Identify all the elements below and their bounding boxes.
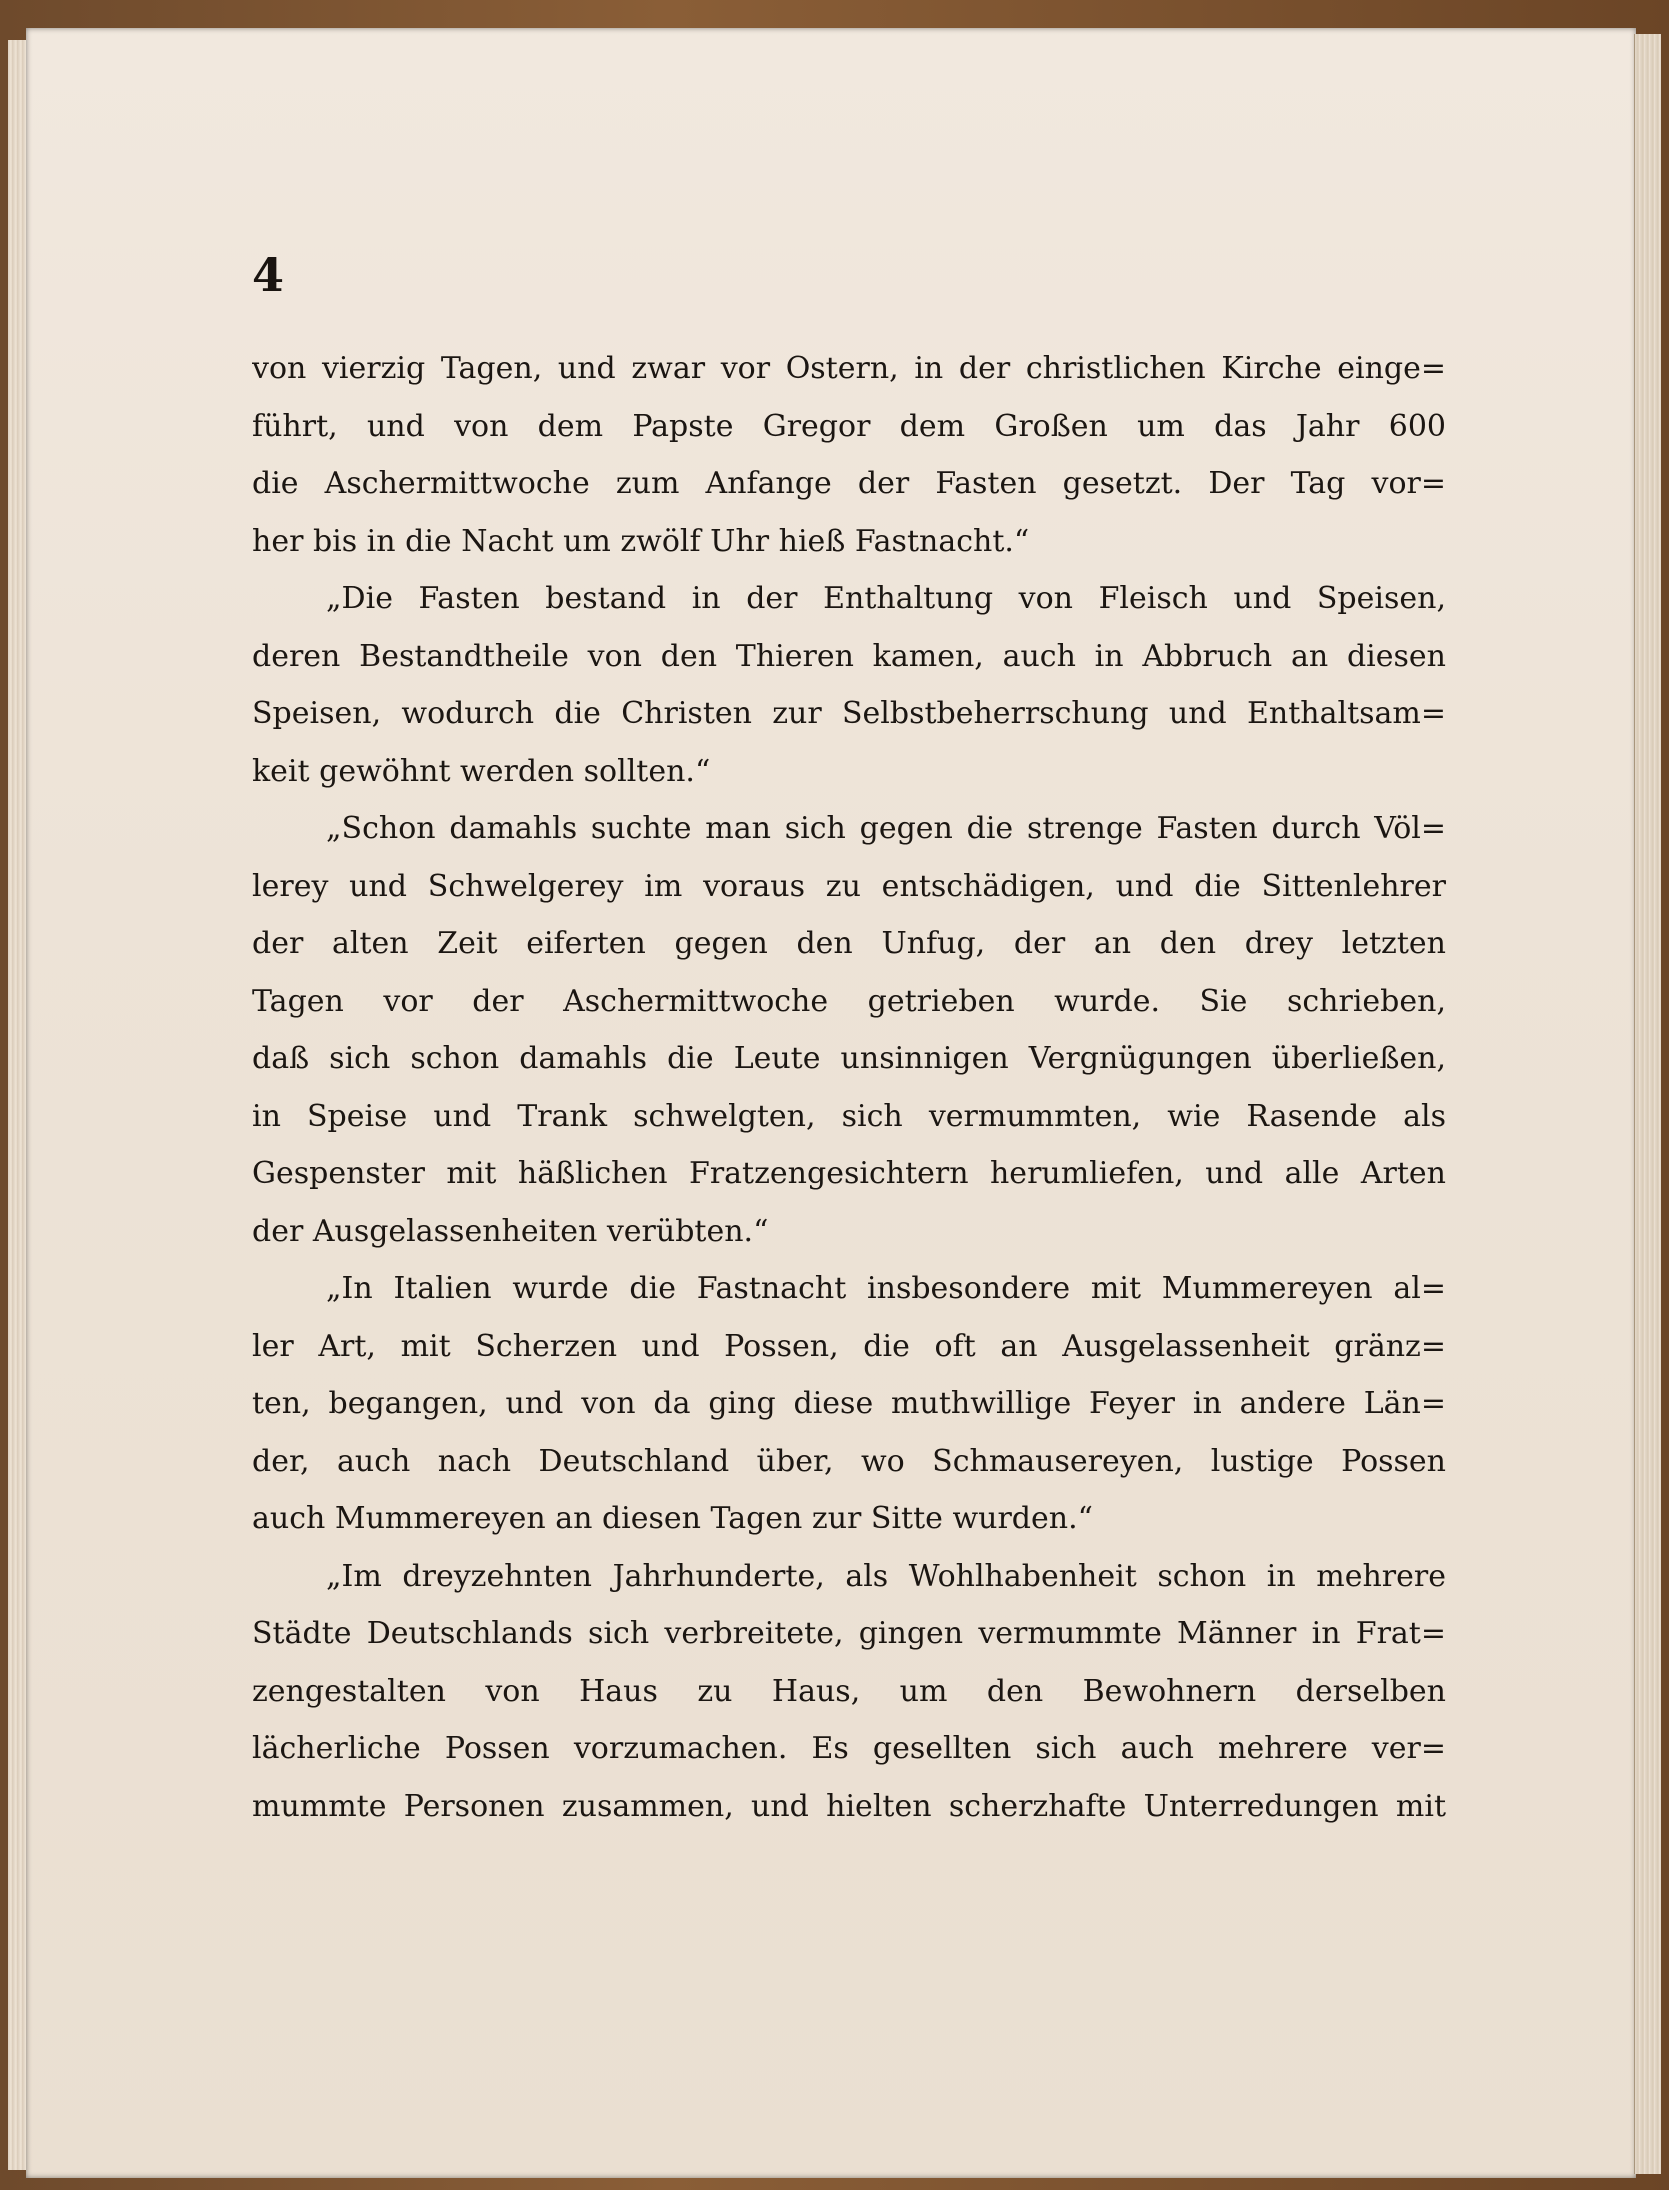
page-fore-edge [1634, 34, 1661, 2174]
text-line: der alten Zeit eiferten gegen den Unfug, der an den drey letzten [252, 926, 1446, 961]
text-line: Speisen, wodurch die Christen zur Selbstbeherrschung und Enthaltsam= [252, 696, 1446, 731]
text-line: mummte Personen zusammen, und hielten scherzhafte Unterredungen mit [252, 1788, 1446, 1824]
page-number: 4 [252, 248, 285, 302]
text-line: lerey und Schwelgerey im voraus zu entschädigen, und die Sittenlehrer [252, 868, 1446, 904]
text-line: Tagen vor der Aschermittwoche getrieben wurde. Sie schrieben, [252, 983, 1446, 1019]
text-line: her bis in die Nacht um zwölf Uhr hieß Fastnacht.“ [252, 523, 1030, 559]
text-line: in Speise und Trank schwelgten, sich vermummten, wie Rasende als [252, 1098, 1446, 1134]
text-line: ler Art, mit Scherzen und Possen, die oft an Ausgelassenheit gränz= [252, 1328, 1446, 1364]
text-line: deren Bestandtheile von den Thieren kamen, auch in Abbruch an diesen [252, 638, 1446, 674]
text-line: „Die Fasten bestand in der Enthaltung von Fleisch und Speisen, [326, 581, 1446, 616]
body-text [252, 340, 1446, 1835]
text-line: daß sich schon damahls die Leute unsinnigen Vergnügungen überließen, [252, 1041, 1446, 1076]
text-line: der, auch nach Deutschland über, wo Schmausereyen, lustige Possen [252, 1443, 1446, 1479]
text-line: die Aschermittwoche zum Anfange der Fasten gesetzt. Der Tag vor= [252, 466, 1446, 501]
text-line: lächerliche Possen vorzumachen. Es gesellten sich auch mehrere ver= [252, 1731, 1446, 1766]
text-line: zengestalten von Haus zu Haus, um den Bewohnern derselben [252, 1673, 1446, 1709]
page-left-edge [8, 40, 28, 2170]
text-line: ten, begangen, und von da ging diese muthwillige Feyer in andere Län= [252, 1386, 1446, 1421]
text-line: „Im dreyzehnten Jahrhunderte, als Wohlhabenheit schon in mehrere [326, 1558, 1446, 1594]
text-line: von vierzig Tagen, und zwar vor Ostern, in der christlichen Kirche einge= [252, 351, 1446, 386]
text-line: führt, und von dem Papste Gregor dem Großen um das Jahr 600 [252, 408, 1446, 444]
text-line: Gespenster mit häßlichen Fratzengesichtern herumliefen, und alle Arten [252, 1156, 1446, 1191]
text-line: keit gewöhnt werden sollten.“ [252, 753, 711, 789]
text-line: „In Italien wurde die Fastnacht insbesondere mit Mummereyen al= [326, 1271, 1446, 1306]
text-line: „Schon damahls suchte man sich gegen die strenge Fasten durch Völ= [326, 811, 1446, 846]
text-line: Städte Deutschlands sich verbreitete, gingen vermummte Männer in Frat= [252, 1616, 1446, 1651]
text-line: der Ausgelassenheiten verübten.“ [252, 1213, 769, 1249]
text-line: auch Mummereyen an diesen Tagen zur Sitte wurden.“ [252, 1501, 1093, 1536]
